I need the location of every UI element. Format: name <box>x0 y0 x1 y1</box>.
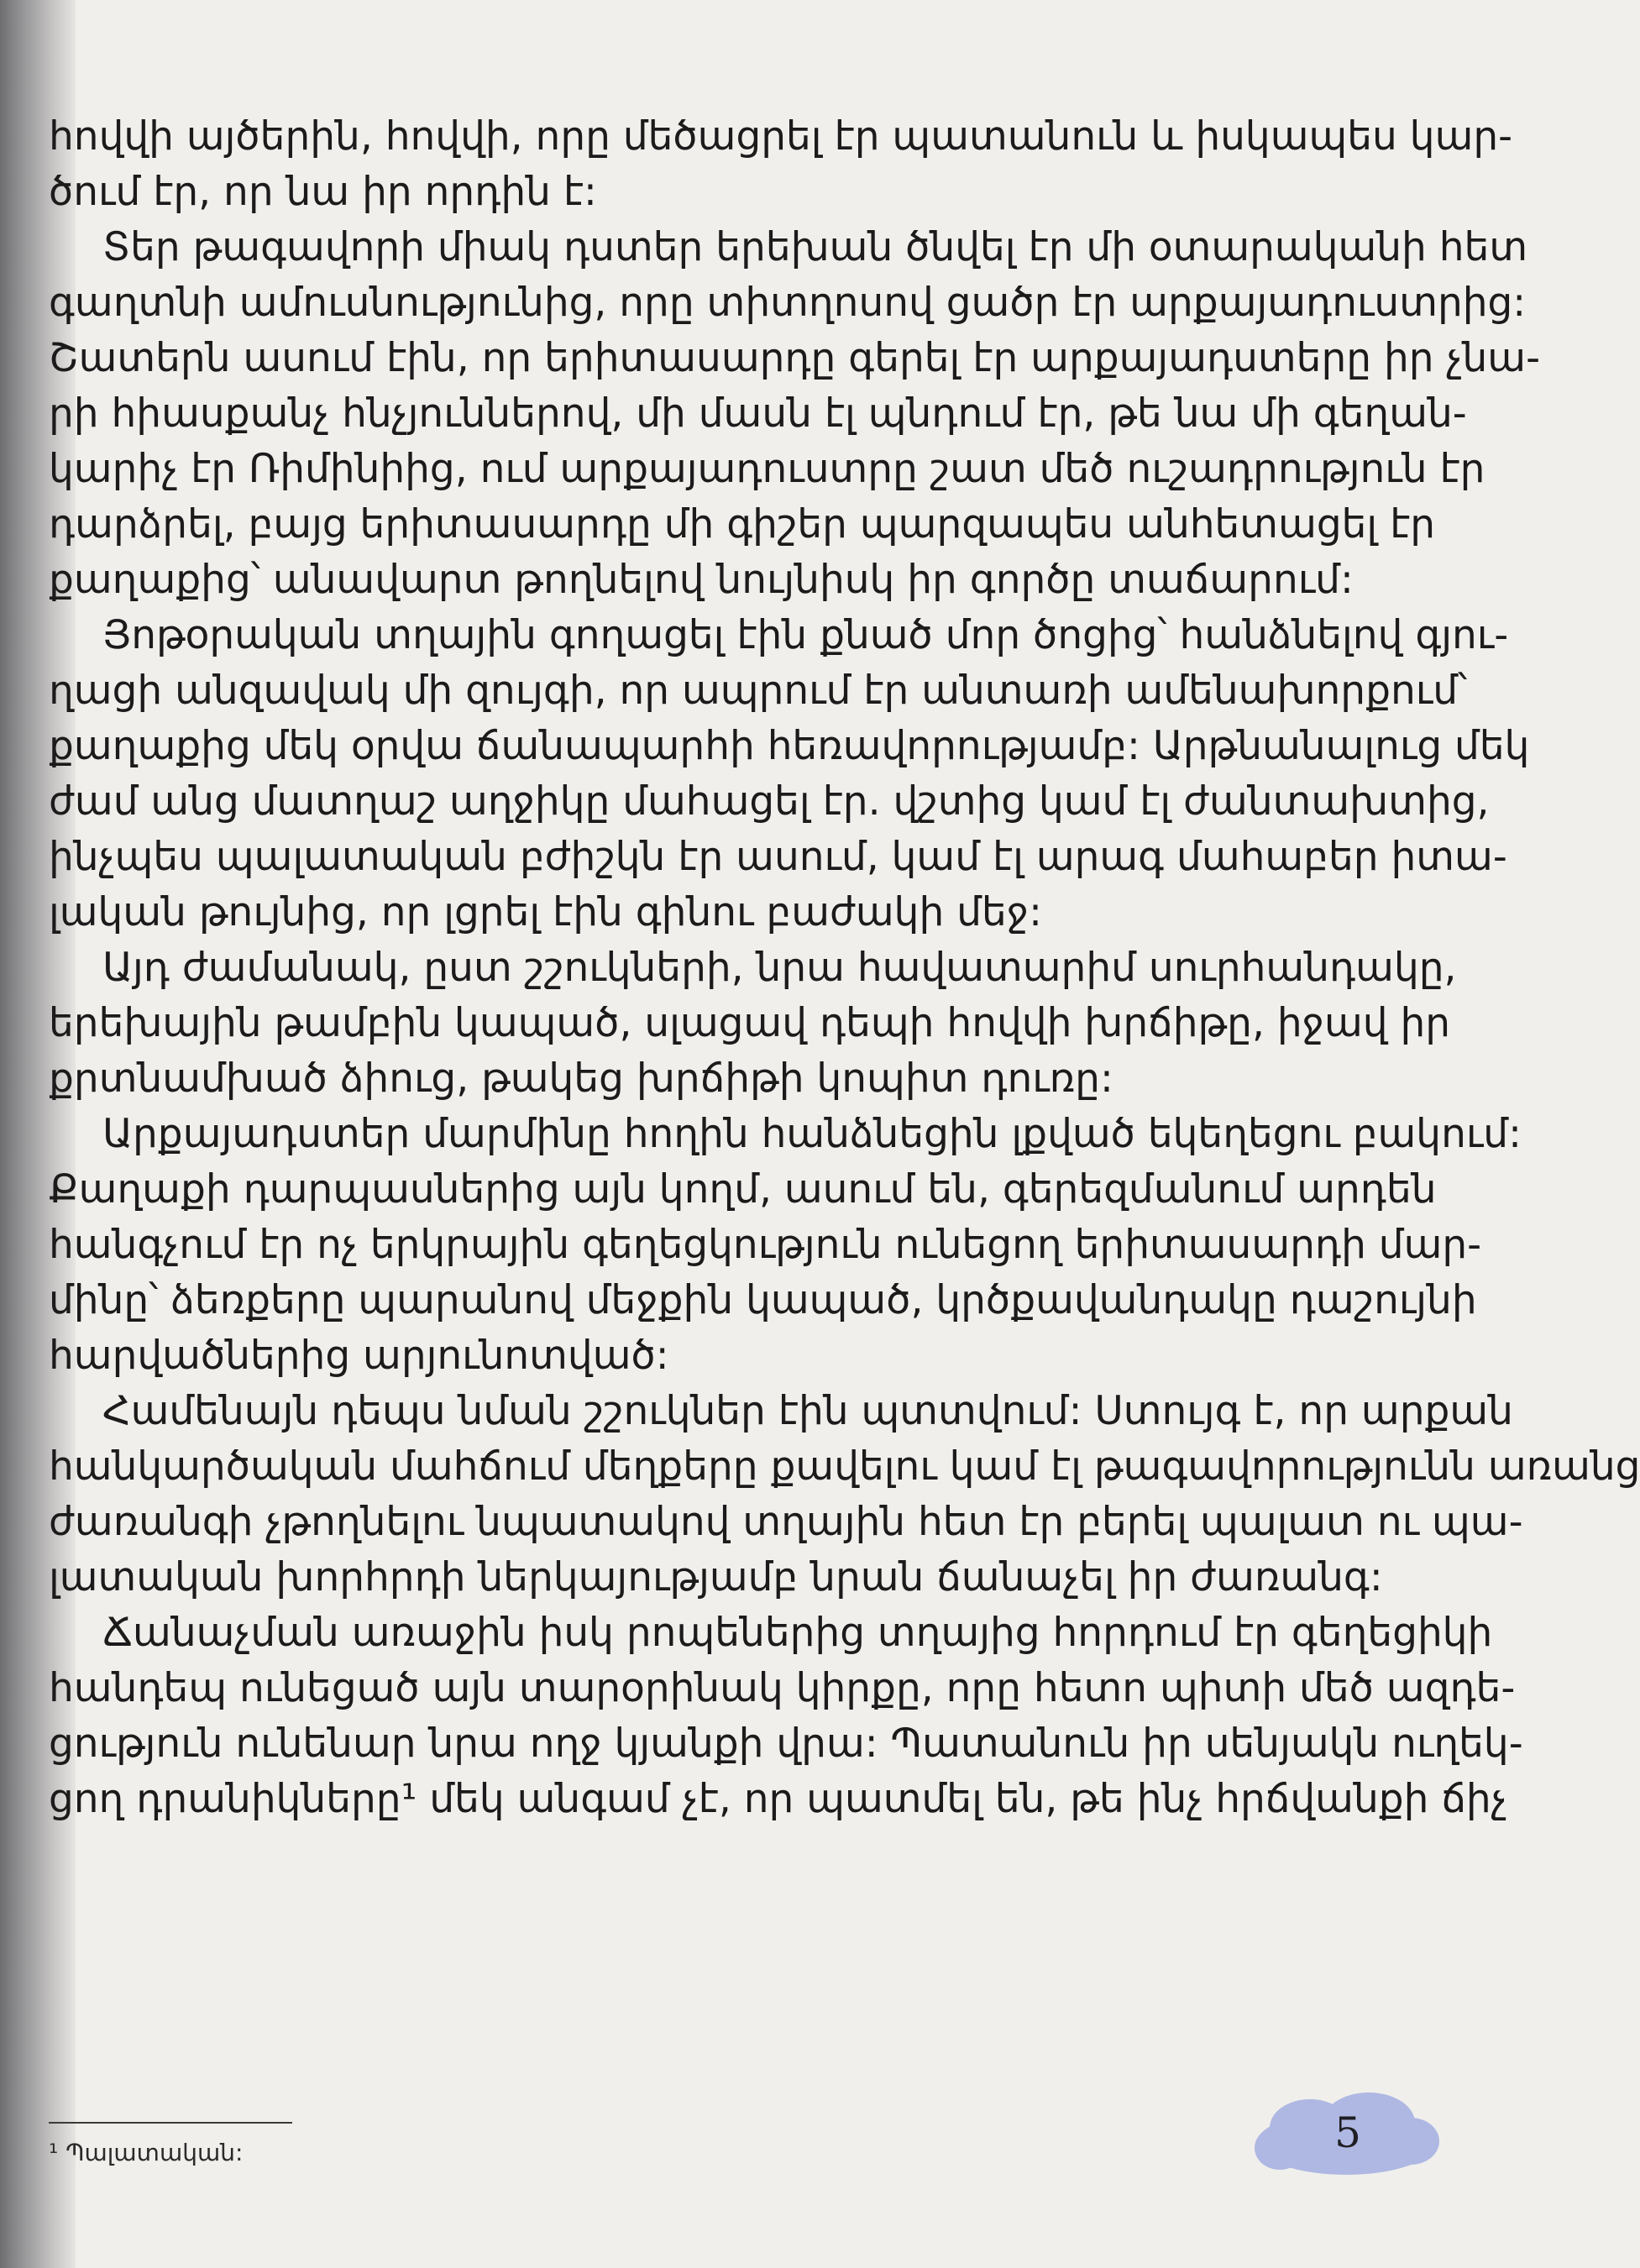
text-line: գաղտնի ամուսնությունից, որը տիտղոսով ցածր էր արքայադուստրից: <box>49 280 1527 326</box>
page-number: 5 <box>1334 2108 1361 2157</box>
text-line: Համենայն դեպս նման շշուկներ էին պտտվում: Ստույգ է, որ արքան <box>102 1388 1513 1434</box>
text-line: դարձրել, բայց երիտասարդը մի գիշեր պարզապես անհետացել էր <box>49 501 1436 547</box>
text-line: ծում էր, որ նա իր որդին է: <box>49 169 597 215</box>
text-line: քաղաքից մեկ օրվա ճանապարհի հեռավորությամբ: Արթնանալուց մեկ <box>49 723 1530 769</box>
text-line: ժամ անց մատղաշ աղջիկը մահացել էր. վշտից կամ էլ ժանտախտից, <box>49 778 1490 825</box>
text-line: ժառանգի չթողնելու նպատակով տղային հետ էր բերել պալատ ու պա- <box>49 1499 1523 1545</box>
text-line: ցություն ունենար նրա ողջ կյանքի վրա: Պատանուն իր սենյակն ուղեկ- <box>49 1721 1523 1767</box>
text-line: Տեր թագավորի միակ դստեր երեխան ծնվել էր մի օտարականի հետ <box>102 224 1528 270</box>
text-line: լական թույնից, որ լցրել էին գինու բաժակի մեջ: <box>49 889 1042 935</box>
text-line: հանգչում էր ոչ երկրային գեղեցկություն ունեցող երիտասարդի մար- <box>49 1222 1482 1268</box>
text-line: հովվի այծերին, հովվի, որը մեծացրել էր պատանուն և իսկապես կար- <box>49 113 1513 160</box>
text-line: Ճանաչման առաջին իսկ րոպեներից տղայից հորդում էր գեղեցիկի <box>102 1610 1493 1656</box>
text-line: քաղաքից՝ անավարտ թողնելով նույնիսկ իր գործը տաճարում: <box>49 557 1354 603</box>
text-line: ղացի անզավակ մի զույգի, որ ապրում էր անտառի ամենախորքում՝ <box>49 668 1468 714</box>
text-line: Շատերն ասում էին, որ երիտասարդը գերել էր արքայադստերը իր չնա- <box>49 335 1541 381</box>
text-line: ինչպես պալատական բժիշկն էր ասում, կամ էլ արագ մահաբեր իտա- <box>49 834 1507 880</box>
text-line: մինը՝ ձեռքերը պարանով մեջքին կապած, կրծքավանդակը դաշույնի <box>49 1277 1477 1323</box>
text-line: կարիչ էր Ռիմինիից, ում արքայադուստրը շատ մեծ ուշադրություն էր <box>49 446 1485 492</box>
text-line: Այդ ժամանակ, ըստ շշուկների, նրա հավատարիմ սուրհանդակը, <box>102 945 1457 991</box>
text-line: հարվածներից արյունոտված: <box>49 1333 669 1379</box>
text-line: հանդեպ ունեցած այն տարօրինակ կիրքը, որը հետո պիտի մեծ ազդե- <box>49 1665 1516 1711</box>
text-line: Յոթօրական տղային գողացել էին քնած մոր ծոցից՝ հանձնելով գյու- <box>102 612 1509 658</box>
text-line: ցող դրանիկները¹ մեկ անգամ չէ, որ պատմել են, թե ինչ հրճվանքի ճիչ <box>49 1776 1507 1822</box>
text-line: րի հիասքանչ հնչյուններով, մի մասն էլ պնդում էր, թե նա մի գեղան- <box>49 390 1467 437</box>
text-line: քրտնամխած ձիուց, թակեց խրճիթի կոպիտ դուռը: <box>49 1055 1113 1102</box>
text-line: Քաղաքի դարպասներից այն կողմ, ասում են, գերեզմանում արդեն <box>49 1166 1437 1213</box>
footnote-divider <box>49 2122 292 2124</box>
footnote: ¹ Պալատական: <box>49 2139 244 2166</box>
text-line: լատական խորհրդի ներկայությամբ նրան ճանաչել իր ժառանգ: <box>49 1554 1383 1600</box>
text-line: երեխային թամբին կապած, սլացավ դեպի հովվի խրճիթը, իջավ իր <box>49 1000 1451 1046</box>
text-line: Արքայադստեր մարմինը հողին հանձնեցին լքված եկեղեցու բակում: <box>102 1111 1522 1157</box>
text-line: հանկարծական մահճում մեղքերը քավելու կամ էլ թագավորությունն առանց <box>49 1443 1640 1490</box>
page-body-text <box>49 109 1640 1827</box>
